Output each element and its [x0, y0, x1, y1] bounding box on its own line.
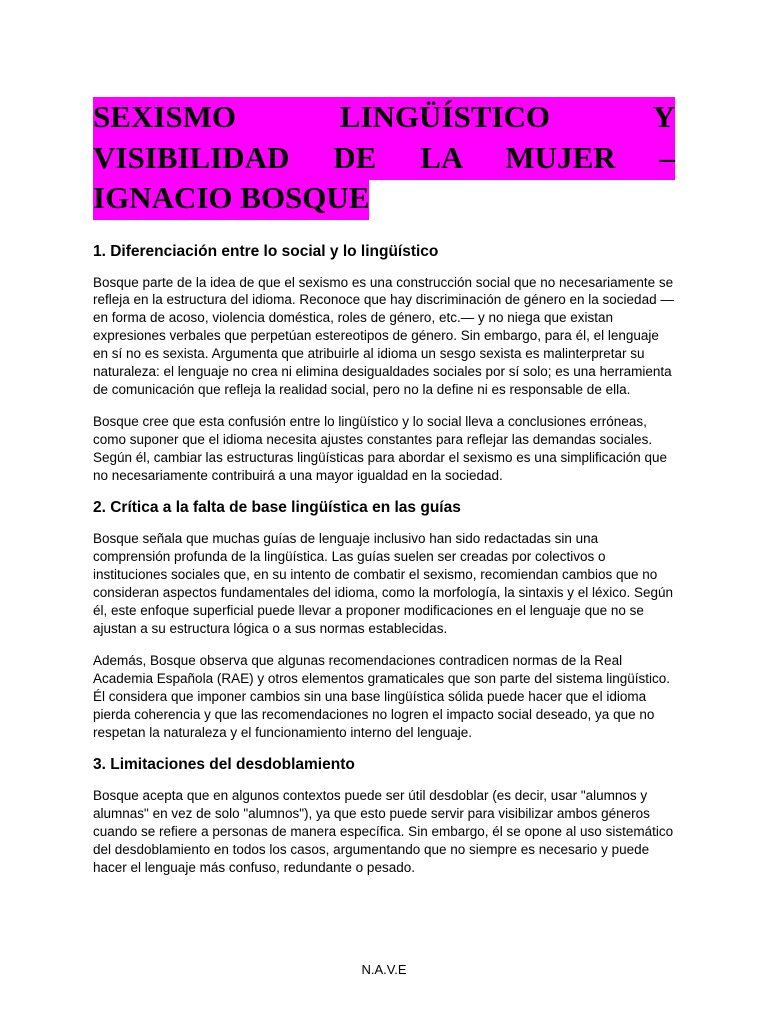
paragraph: Bosque acepta que en algunos contextos puede ser útil desdoblar (es decir, usar "alumnos y alumnas" en vez de solo "alumnos"), ya que esto puede servir para visibilizar ambos géneros cuando se refiere a personas de manera específica. Sin embargo, él se opone al uso sistemático del desdoblamiento en todos los casos, argumentando que no siempre es necesario y puede hacer el lenguaje más confuso, redundante o pesado. — [93, 788, 674, 876]
section-heading: 1. Diferenciación entre lo social y lo lingüístico — [93, 242, 439, 260]
paragraph: Bosque cree que esta confusión entre lo lingüístico y lo social lleva a conclusiones erróneas, como suponer que el idioma necesita ajustes constantes para reflejar las demandas sociales. Según él, cambiar las estructuras lingüísticas para abordar el sexismo es una simplificación que no necesariamente contribuirá a una mayor igualdad en la sociedad. — [93, 413, 668, 483]
section-2 — [93, 498, 675, 741]
paragraph: Bosque señala que muchas guías de lenguaje inclusivo han sido redactadas sin una comprensión profunda de la lingüística. Las guías suelen ser creadas por colectivos o instituciones sociales que, en su intento de combatir el sexismo, recomiendan cambios que no consideran aspectos fundamentales del idioma, como la morfología, la sintaxis y el léxico. Según él, este enfoque superficial puede llevar a proponer modificaciones en el lenguaje que no se ajustan a su estructura lógica o a sus normas establecidas. — [93, 531, 674, 636]
paragraph: Bosque parte de la idea de que el sexismo es una construcción social que no necesariamente se refleja en la estructura del idioma. Reconoce que hay discriminación de género en la sociedad —en forma de acoso, violencia doméstica, roles de género, etc.— y no niega que existan expresiones verbales que perpetúan estereotipos de género. Sin embargo, para él, el lenguaje en sí no es sexista. Argumenta que atribuirle al idioma un sesgo sexista es malinterpretar su naturaleza: el lenguaje no crea ni elimina desigualdades sociales por sí solo; es una herramienta de comunicación que refleja la realidad social, pero no la define ni es responsable de ella. — [93, 274, 674, 397]
section-heading: 2. Crítica a la falta de base lingüística en las guías — [93, 499, 461, 517]
paragraph: Además, Bosque observa que algunas recomendaciones contradicen normas de la Real Academia Española (RAE) y otros elementos gramaticales que son parte del sistema lingüístico. Él considera que imponer cambios sin una base lingüística sólida puede hacer que el idioma pierda coherencia y que las recomendaciones no logren el impacto social deseado, ya que no respetan la naturaleza y el funcionamiento interno del lenguaje. — [93, 652, 671, 740]
document-title — [93, 97, 675, 219]
section-1 — [93, 242, 675, 485]
document-title-text: SEXISMO LINGÜÍSTICO Y VISIBILIDAD DE LA MUJER – IGNACIO BOSQUE — [93, 97, 675, 220]
page-footer: N.A.V.E — [361, 962, 407, 977]
section-heading: 3. Limitaciones del desdoblamiento — [93, 756, 355, 774]
section-3 — [93, 755, 675, 877]
